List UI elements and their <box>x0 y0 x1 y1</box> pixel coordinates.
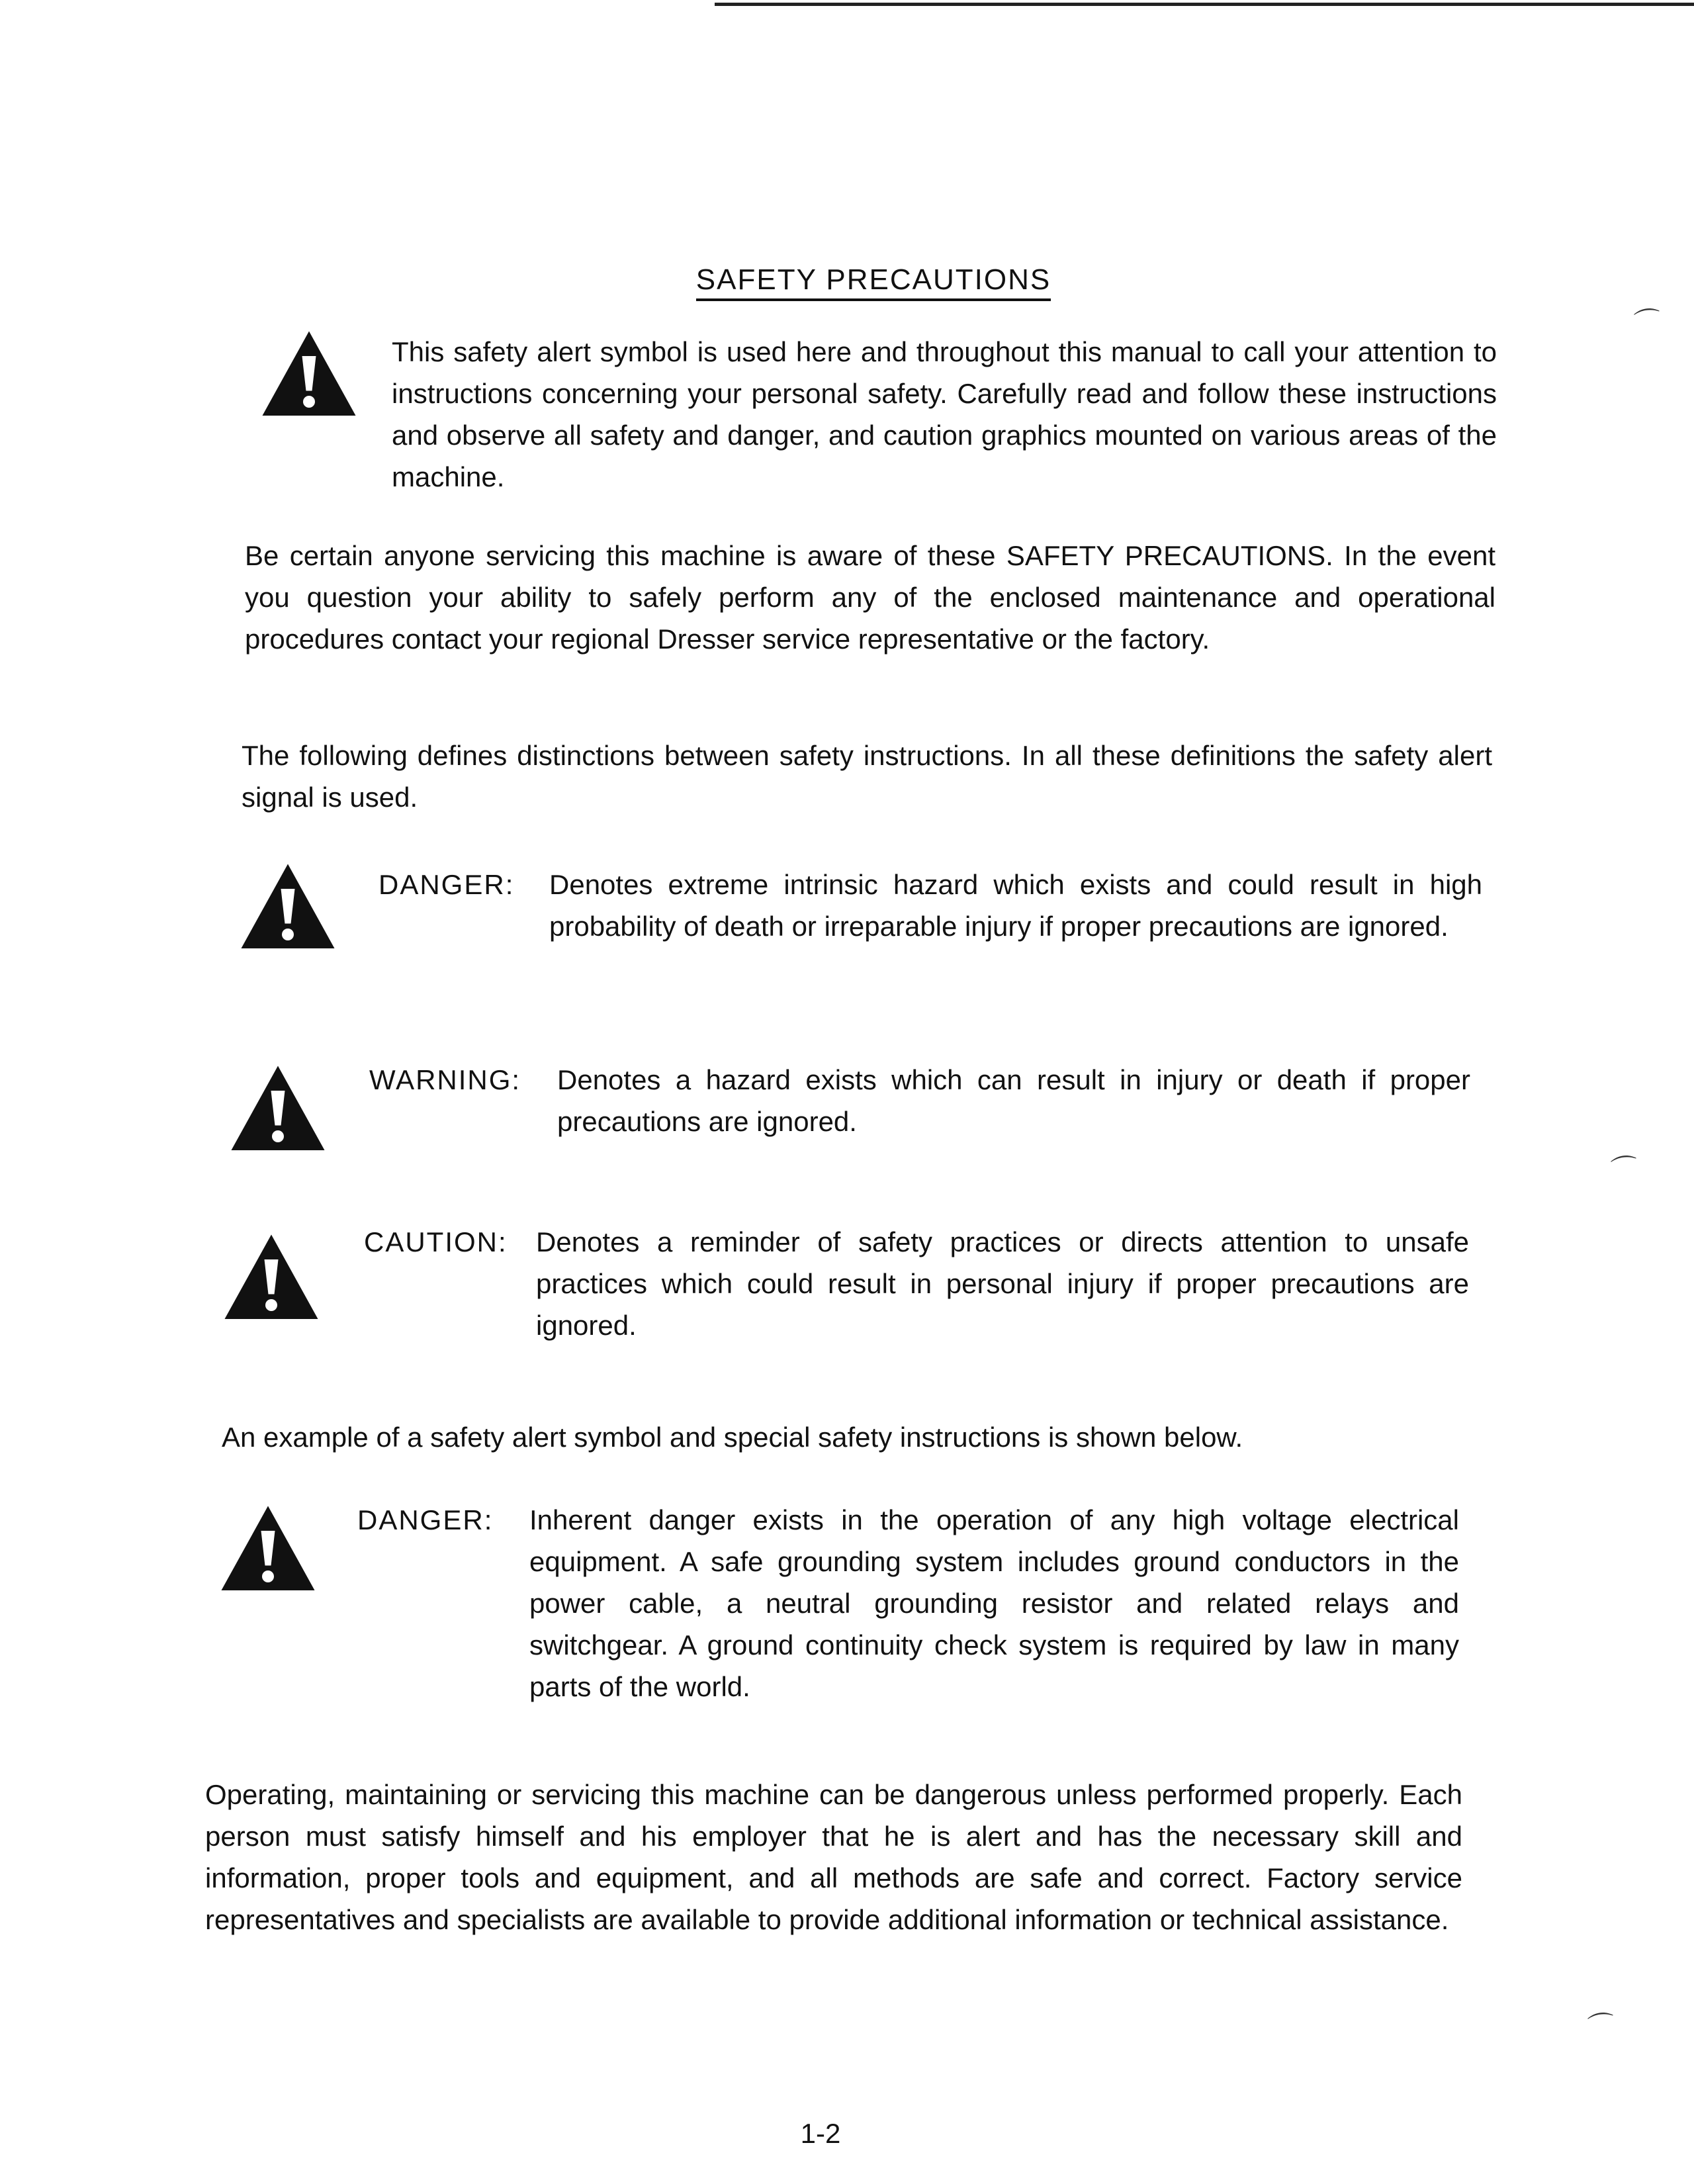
warning-triangle-icon <box>228 1062 328 1155</box>
definition-label: DANGER: <box>379 869 515 900</box>
definition-text: Denotes a reminder of safety practices or directs attention to unsafe practices which could result in personal injury if proper precautions are ignored. <box>536 1226 1469 1341</box>
warning-triangle-icon <box>218 1502 318 1595</box>
definition-text: Denotes extreme intrinsic hazard which exists and could result in high probability of death or irreparable injury if proper precautions are ignored. <box>549 869 1482 942</box>
warning-triangle-icon <box>259 328 359 420</box>
page-title: SAFETY PRECAUTIONS <box>0 263 1694 296</box>
intro-paragraph: This safety alert symbol is used here and throughout this manual to call your attention to instructions concerning your personal safety. Carefully read and follow these instructions and observe all safety and danger, and caution graphics mounted on various areas of the machine. <box>392 336 1497 492</box>
binder-mark: ⌒ <box>1586 2010 1617 2043</box>
scan-top-line <box>715 3 1694 6</box>
paragraph-example-intro: An example of a safety alert symbol and special safety instructions is shown below. <box>222 1422 1243 1453</box>
paragraph-closing: Operating, maintaining or servicing this machine can be dangerous unless performed properly. Each person must satisfy himself and his employer that he is alert and has the necessary skill and information, proper tools and equipment, and all methods are safe and correct. Factory service representatives and specialists are available to provide additional information or technical assistance. <box>205 1779 1462 1935</box>
paragraph-awareness: Be certain anyone servicing this machine is aware of these SAFETY PRECAUTIONS. In the event you question your ability to safely perform any of the enclosed maintenance and operational procedures contact your regional Dresser service representative or the factory. <box>245 540 1495 655</box>
definition-label: DANGER: <box>357 1504 494 1535</box>
definition-text: Inherent danger exists in the operation of any high voltage electrical equipment. A safe grounding system includes ground conductors in the power cable, a neutral grounding resistor and related relays and switchgear. A ground continuity check system is required by law in many parts of the world. <box>529 1504 1459 1702</box>
warning-triangle-icon <box>238 860 337 953</box>
binder-mark: ⌒ <box>1632 306 1664 339</box>
warning-triangle-icon <box>222 1231 321 1324</box>
definition-text: Denotes a hazard exists which can result in injury or death if proper precautions are ignored. <box>557 1064 1470 1137</box>
definition-label: CAUTION: <box>364 1226 508 1257</box>
definition-label: WARNING: <box>369 1064 521 1095</box>
binder-mark: ⌒ <box>1609 1153 1640 1186</box>
page-number: 1-2 <box>800 2118 841 2149</box>
paragraph-definitions-intro: The following defines distinctions between safety instructions. In all these definitions the safety alert signal is used. <box>242 740 1492 813</box>
